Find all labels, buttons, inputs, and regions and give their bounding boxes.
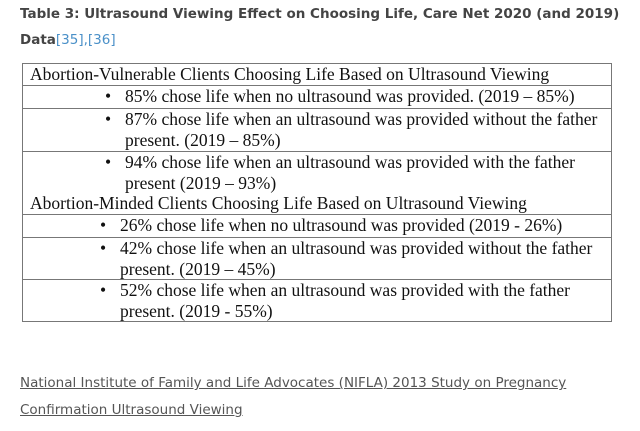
nifla-study-link[interactable]: National Institute of Family and Life Advocates (NIFLA) 2013 Study on Pregnancy Confirmation Ultrasound Viewing xyxy=(20,375,567,418)
group-abortion-minded xyxy=(23,193,611,321)
group-heading: Abortion-Vulnerable Clients Choosing Life Based on Ultrasound Viewing xyxy=(30,64,550,84)
row-text: 85% chose life when no ultrasound was provided. (2019 – 85%) xyxy=(125,86,575,106)
bullet-icon: • xyxy=(100,215,107,235)
row-text: 52% chose life when an ultrasound was provided with the father present. (2019 - 55%) xyxy=(120,280,571,321)
table-row xyxy=(23,85,611,108)
reference-link-35[interactable]: [35] xyxy=(55,32,84,48)
row-text: 94% chose life when an ultrasound was provided with the father present (2019 – 93%) xyxy=(125,152,576,193)
row-text: 87% chose life when an ultrasound was provided without the father present. (2019 – 85%) xyxy=(125,109,598,150)
bullet-icon: • xyxy=(100,280,107,300)
bullet-icon: • xyxy=(105,109,112,129)
row-text: 26% chose life when no ultrasound was provided (2019 - 26%) xyxy=(120,215,563,235)
group-abortion-vulnerable xyxy=(23,64,611,193)
table-caption-continued xyxy=(20,32,116,48)
reference-link-36[interactable]: [36] xyxy=(87,32,116,48)
bullet-icon: • xyxy=(100,238,107,258)
table-caption: Table 3: Ultrasound Viewing Effect on Choosing Life, Care Net 2020 (and 2019) xyxy=(20,6,620,22)
caption-data-word: Data xyxy=(20,32,56,48)
table-row xyxy=(23,214,611,237)
table-row xyxy=(23,279,611,321)
bullet-icon: • xyxy=(105,152,112,172)
row-text: 42% chose life when an ultrasound was provided without the father present. (2019 – 45%) xyxy=(120,238,593,279)
table-row xyxy=(23,237,611,279)
group-heading: Abortion-Minded Clients Choosing Life Based on Ultrasound Viewing xyxy=(30,193,527,213)
bullet-icon: • xyxy=(105,86,112,106)
ultrasound-table xyxy=(22,63,612,322)
table-row xyxy=(23,151,611,193)
reference-separator: , xyxy=(83,32,88,48)
table-row xyxy=(23,108,611,151)
